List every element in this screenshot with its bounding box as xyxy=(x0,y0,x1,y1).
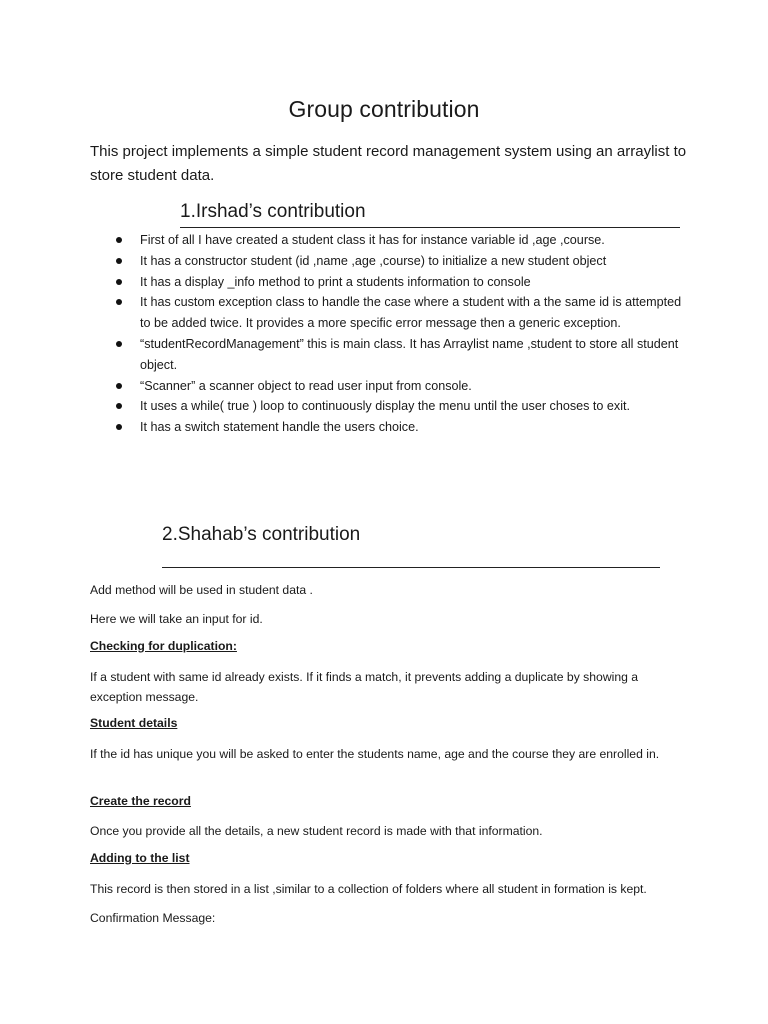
duplication-paragraph: If a student with same id already exists. If it finds a match, it prevents adding a duplicate by showing a exception message. xyxy=(90,670,639,704)
list-item xyxy=(112,417,682,438)
bullet-icon xyxy=(116,383,122,389)
list-item xyxy=(112,230,682,251)
add-method-paragraph: Add method will be used in student data . xyxy=(90,583,313,597)
bullet-icon xyxy=(116,403,122,409)
list-item-text: First of all I have created a student class it has for instance variable id ,age ,course. xyxy=(140,233,605,247)
list-item xyxy=(112,292,682,334)
subheading-adding-list: Adding to the list xyxy=(90,851,190,865)
list-item-text: “Scanner” a scanner object to read user input from console. xyxy=(140,378,472,393)
section-heading-irshad: 1.Irshad’s contribution xyxy=(180,201,680,228)
list-item-text: “studentRecordManagement” this is main class. It has Arraylist name ,student to store all student object. xyxy=(140,336,679,372)
bullet-icon xyxy=(116,424,122,430)
subheading-duplication: Checking for duplication: xyxy=(90,639,237,653)
list-item-text: It uses a while( true ) loop to continuously display the menu until the user choses to exit. xyxy=(140,399,631,414)
create-record-paragraph: Once you provide all the details, a new student record is made with that information. xyxy=(90,824,543,838)
list-item xyxy=(112,272,682,293)
document-title: Group contribution xyxy=(288,96,480,122)
list-item xyxy=(112,251,682,272)
list-item-text: It has a display _info method to print a students information to console xyxy=(140,274,531,289)
list-item-text: It has custom exception class to handle the case where a student with a the same id is attempted to be added twice. It provides a more specific error message then a generic exception. xyxy=(140,295,682,331)
confirmation-paragraph: Confirmation Message: xyxy=(90,911,216,925)
bullet-icon xyxy=(116,237,122,243)
irshad-bullet-list xyxy=(112,230,682,438)
adding-list-paragraph: This record is then stored in a list ,similar to a collection of folders where all student in formation is kept. xyxy=(90,882,647,896)
intro-paragraph: This project implements a simple student record management system using an arraylist to store student data. xyxy=(90,143,687,184)
list-item xyxy=(112,396,682,417)
list-item xyxy=(112,334,682,376)
input-id-paragraph: Here we will take an input for id. xyxy=(90,612,263,626)
details-paragraph: If the id has unique you will be asked to enter the students name, age and the course they are enrolled in. xyxy=(90,747,660,761)
list-item-text: It has a constructor student (id ,name ,age ,course) to initialize a new student object xyxy=(140,253,607,268)
list-item-text: It has a switch statement handle the users choice. xyxy=(140,420,419,435)
subheading-create-record: Create the record xyxy=(90,794,191,808)
bullet-icon xyxy=(116,258,122,264)
section-heading-shahab: 2.Shahab’s contribution xyxy=(162,524,361,545)
bullet-icon xyxy=(116,279,122,285)
bullet-icon xyxy=(116,299,122,305)
bullet-icon xyxy=(116,341,122,347)
section-divider xyxy=(162,567,660,568)
subheading-student-details: Student details xyxy=(90,716,178,730)
list-item xyxy=(112,376,682,397)
